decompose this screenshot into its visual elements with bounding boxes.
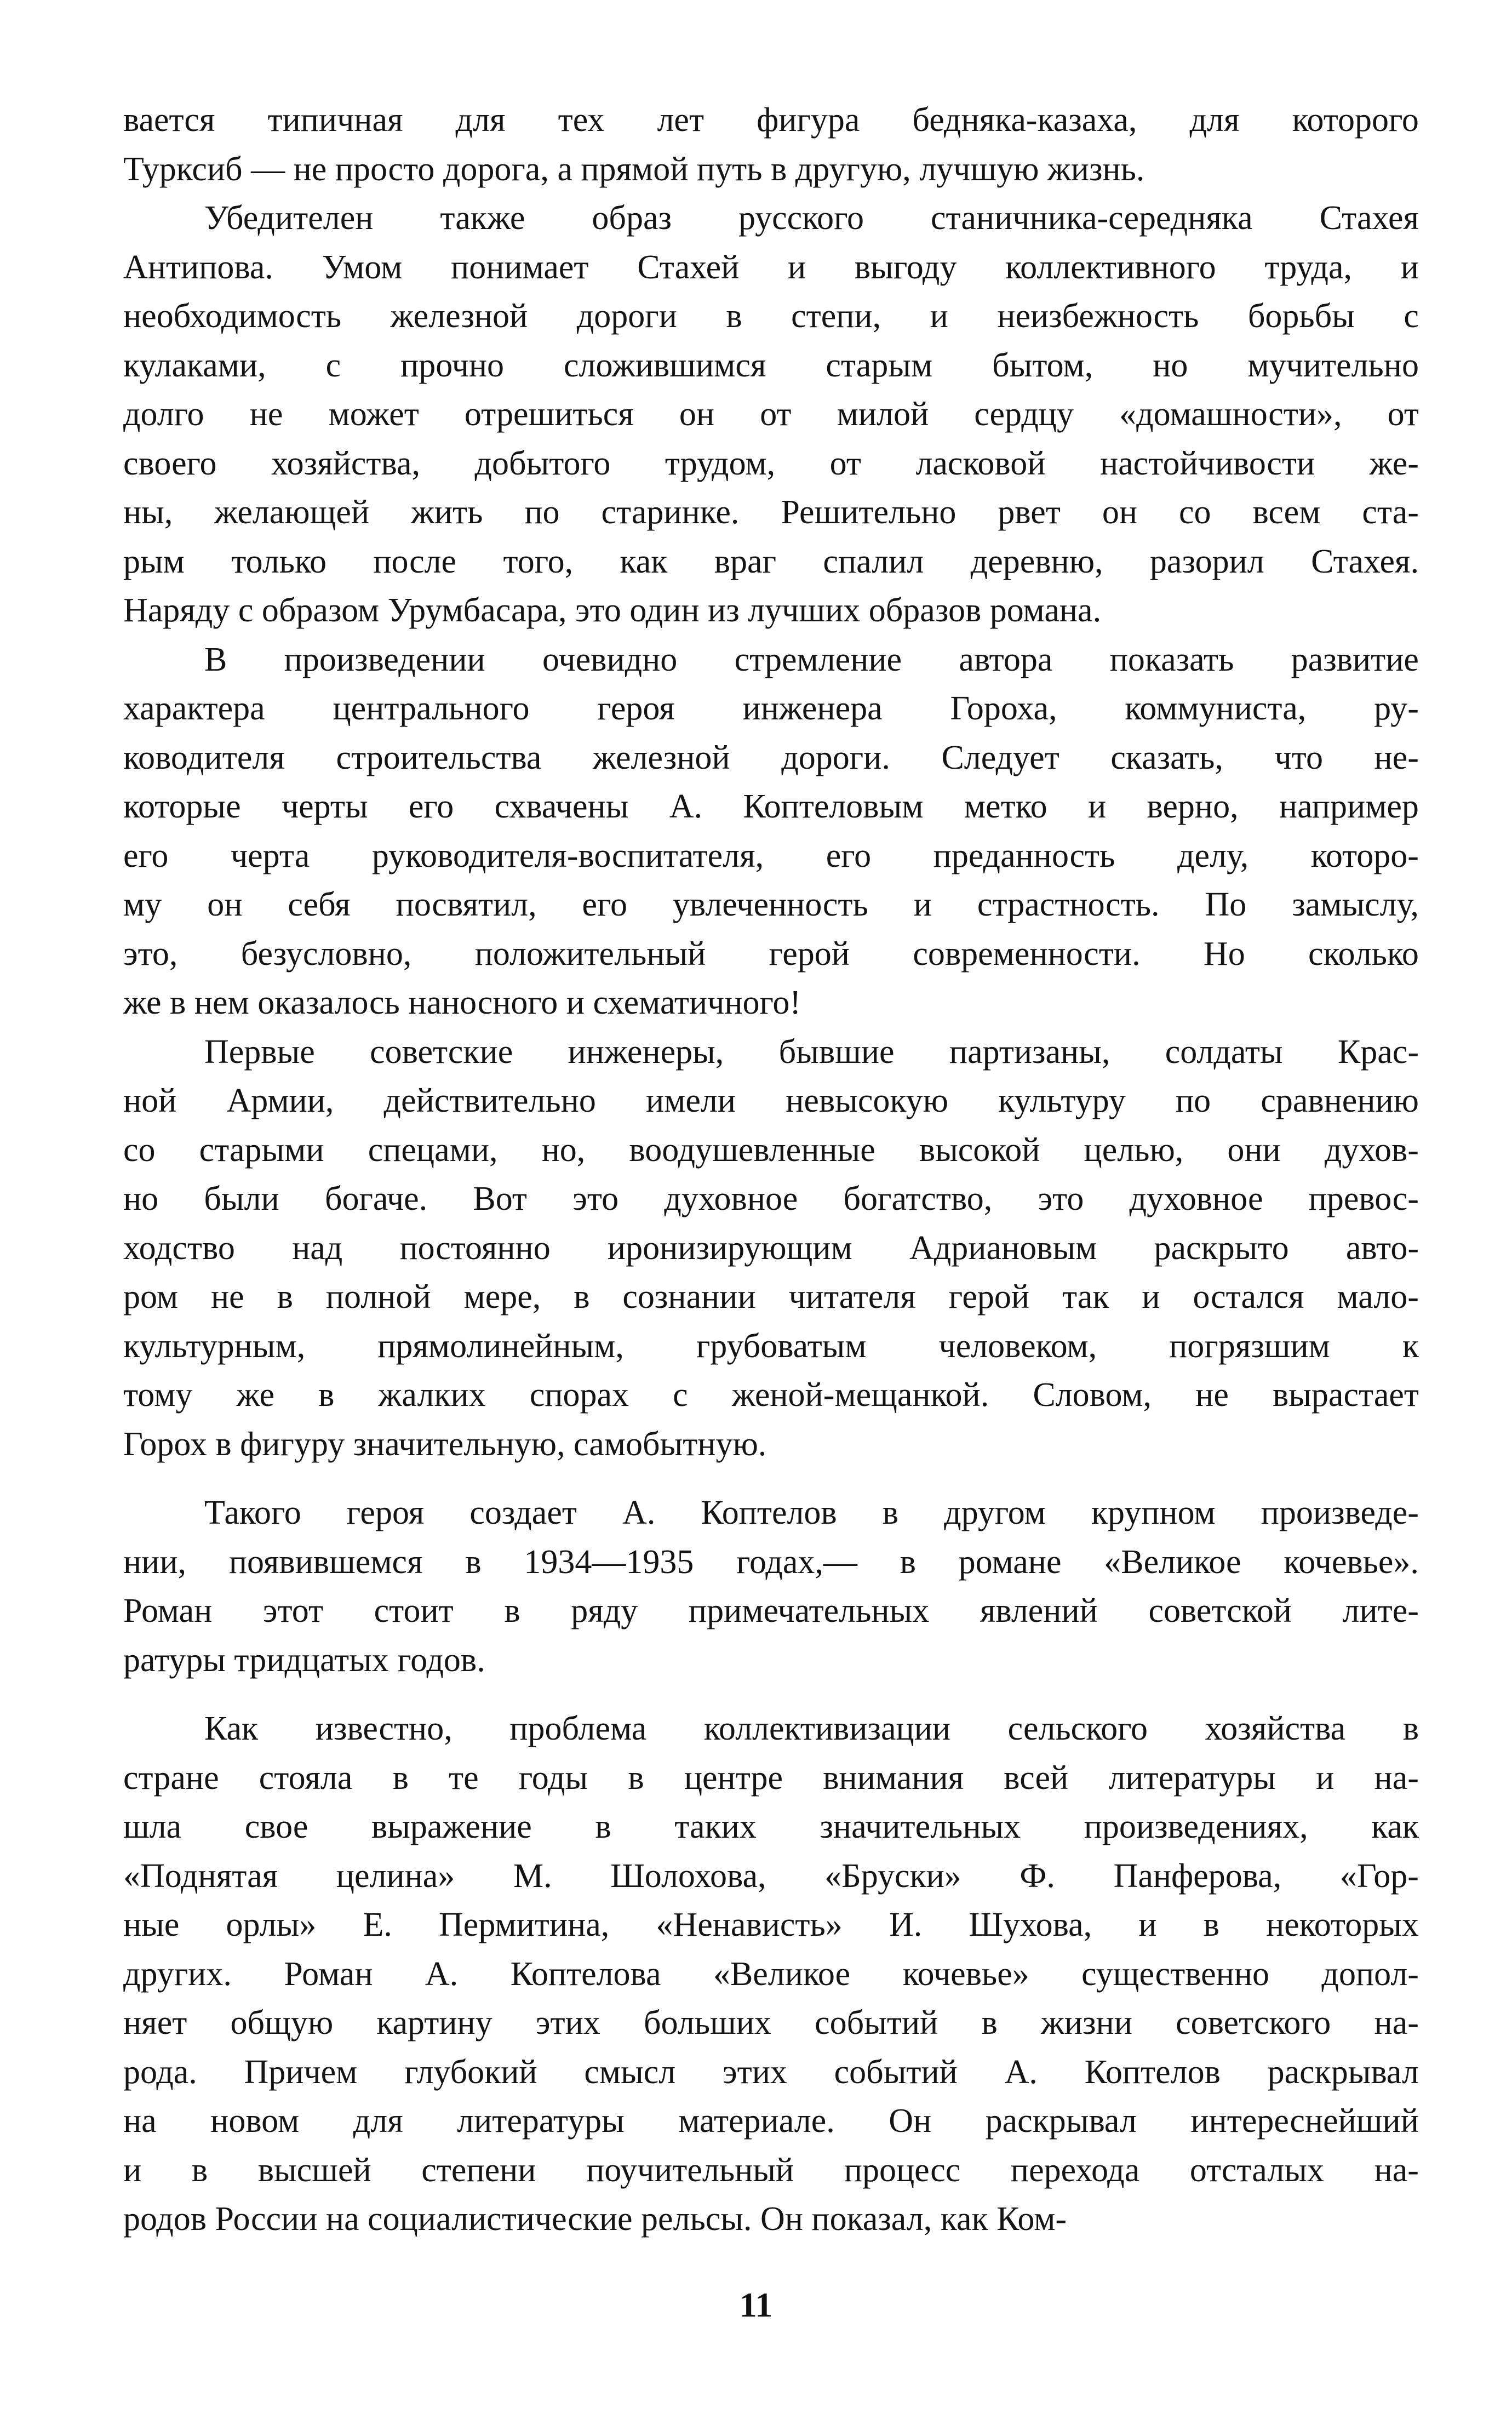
text-line: это, безусловно, положительный герой современности. Но сколько <box>123 935 1419 973</box>
text-line: вается типичная для тех лет фигура бедняка-казаха, для которого <box>123 101 1419 139</box>
paragraph <box>123 96 1419 194</box>
text-line: культурным, прямолинейным, грубоватым человеком, погрязшим к <box>123 1327 1419 1365</box>
text-line: тому же в жалких спорах с женой-мещанкой. Словом, не вырастает <box>123 1376 1419 1414</box>
text-line: Антипова. Умом понимает Стахей и выгоду коллективного труда, и <box>123 248 1419 286</box>
text-line: Такого героя создает А. Коптелов в другом крупном произведе- <box>204 1494 1419 1531</box>
text-line: Роман этот стоит в ряду примечательных явлений советской лите- <box>123 1592 1419 1629</box>
text-line: же в нем оказалось наносного и схематичного! <box>123 984 801 1021</box>
paragraph-gap <box>123 1685 1419 1705</box>
text-line: родов России на социалистические рельсы. Он показал, как Ком- <box>123 2200 1067 2238</box>
text-line: му он себя посвятил, его увлеченность и страстность. По замыслу, <box>123 886 1419 923</box>
text-line: няет общую картину этих больших событий в жизни советского на- <box>123 2004 1419 2041</box>
text-line: ратуры тридцатых годов. <box>123 1641 485 1679</box>
text-line: со старыми спецами, но, воодушевленные высокой целью, они духов- <box>123 1131 1419 1169</box>
paragraph-gap <box>123 1469 1419 1489</box>
text-line: рым только после того, как враг спалил деревню, разорил Стахея. <box>123 542 1419 580</box>
text-line: Турксиб — не просто дорога, а прямой путь в другую, лучшую жизнь. <box>123 150 1145 188</box>
paragraph <box>123 636 1419 1028</box>
paragraph <box>123 1028 1419 1469</box>
text-line: ром не в полной мере, в сознании читателя герой так и остался мало- <box>123 1278 1419 1316</box>
text-line: ные орлы» Е. Пермитина, «Ненависть» И. Шухова, и в некоторых <box>123 1906 1419 1943</box>
paragraph <box>123 194 1419 636</box>
text-line: характера центрального героя инженера Гороха, коммуниста, ру- <box>123 690 1419 727</box>
text-line: необходимость железной дороги в степи, и неизбежность борьбы с <box>123 298 1419 335</box>
paragraph <box>123 1489 1419 1685</box>
text-line: Наряду с образом Урумбасара, это один из лучших образов романа. <box>123 592 1102 629</box>
text-line: стране стояла в те годы в центре внимания всей литературы и на- <box>123 1759 1419 1797</box>
text-line: своего хозяйства, добытого трудом, от ласковой настойчивости же- <box>123 444 1419 482</box>
text-line: рода. Причем глубокий смысл этих событий А. Коптелов раскрывал <box>123 2053 1419 2091</box>
text-line: Как известно, проблема коллективизации сельского хозяйства в <box>204 1710 1419 1747</box>
text-line: долго не может отрешиться он от милой сердцу «домашности», от <box>123 396 1419 433</box>
text-line: ководителя строительства железной дороги. Следует сказать, что не- <box>123 739 1419 776</box>
text-line: но были богаче. Вот это духовное богатство, это духовное превос- <box>123 1180 1419 1217</box>
text-line: его черта руководителя-воспитателя, его преданность делу, которо- <box>123 837 1419 874</box>
text-line: шла свое выражение в таких значительных произведениях, как <box>123 1808 1419 1845</box>
text-line: «Поднятая целина» М. Шолохова, «Бруски» Ф. Панферова, «Гор- <box>123 1857 1419 1895</box>
text-line: ны, желающей жить по старинке. Решительно рвет он со всем ста- <box>123 494 1419 531</box>
text-line: на новом для литературы материале. Он раскрывал интереснейший <box>123 2102 1419 2140</box>
document-page <box>123 96 1419 2244</box>
text-line: нии, появившемся в 1934—1935 годах,— в романе «Великое кочевье». <box>123 1543 1419 1581</box>
text-line: Первые советские инженеры, бывшие партизаны, солдаты Крас- <box>204 1033 1419 1071</box>
paragraph <box>123 1705 1419 2244</box>
page-number: 11 <box>739 2285 773 2324</box>
text-line: и в высшей степени поучительный процесс перехода отсталых на- <box>123 2151 1419 2189</box>
text-line: ходство над постоянно иронизирующим Адриановым раскрыто авто- <box>123 1229 1419 1267</box>
text-line: которые черты его схвачены А. Коптеловым метко и верно, например <box>123 788 1419 825</box>
text-line: В произведении очевидно стремление автора показать развитие <box>204 641 1419 678</box>
text-line: Горох в фигуру значительную, самобытную. <box>123 1425 767 1463</box>
text-line: кулаками, с прочно сложившимся старым бытом, но мучительно <box>123 346 1419 384</box>
text-line: Убедителен также образ русского станичника-середняка Стахея <box>204 199 1419 237</box>
text-line: ной Армии, действительно имели невысокую культуру по сравнению <box>123 1082 1419 1119</box>
text-line: других. Роман А. Коптелова «Великое кочевье» существенно допол- <box>123 1955 1419 1993</box>
